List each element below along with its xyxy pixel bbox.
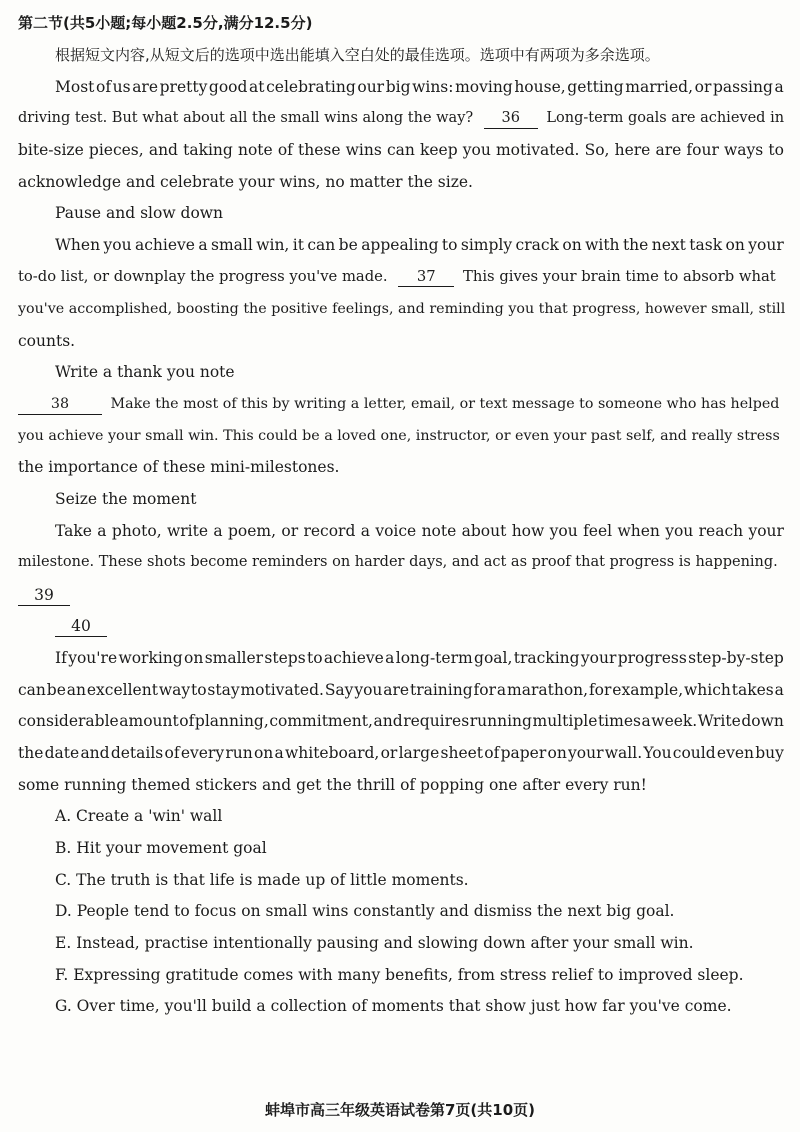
paragraph-line bbox=[18, 108, 784, 129]
section-heading: 第二节(共5小题;每小题2.5分,满分12.5分) bbox=[18, 14, 313, 32]
paragraph-text: Long-term goals are achieved in bbox=[546, 110, 785, 126]
subheading: Pause and slow down bbox=[55, 204, 224, 222]
paragraph-line: some running themed stickers and get the thrill of popping one after every run! bbox=[18, 776, 647, 794]
paragraph-line: counts. bbox=[18, 332, 76, 350]
answer-blank-36: 36 bbox=[484, 109, 538, 129]
paragraph-line: considerable amount of planning, commitment, and requires running multiple times a week. Write down bbox=[18, 712, 784, 730]
answer-blank-39: 39 bbox=[18, 586, 70, 606]
paragraph-line: you've accomplished, boosting the positive feelings, and reminding you that progress, however small, still bbox=[18, 301, 786, 317]
page-footer: 蚌埠市高三年级英语试卷第7页(共10页) bbox=[264, 1101, 536, 1119]
paragraph-line bbox=[55, 616, 784, 637]
paragraph-line: the date and details of every run on a whiteboard, or large sheet of paper on your wall. You could even buy bbox=[18, 744, 784, 762]
option-a: A. Create a 'win' wall bbox=[55, 807, 223, 825]
paragraph-line: If you're working on smaller steps to achieve a long-term goal, tracking your progress step-by-step bbox=[55, 649, 784, 667]
paragraph-line: When you achieve a small win, it can be appealing to simply crack on with the next task on your bbox=[55, 236, 784, 254]
option-e: E. Instead, practise intentionally pausing and slowing down after your small win. bbox=[55, 934, 694, 952]
paragraph-line bbox=[18, 267, 784, 287]
subheading: Seize the moment bbox=[55, 490, 197, 508]
paragraph-line: acknowledge and celebrate your wins, no matter the size. bbox=[18, 173, 473, 191]
paragraph-line: can be an excellent way to stay motivated. Say you are training for a marathon, for example, which takes a bbox=[18, 681, 784, 699]
answer-blank-40: 40 bbox=[55, 617, 107, 637]
answer-blank-37: 37 bbox=[398, 267, 454, 287]
paragraph-text: driving test. But what about all the small wins along the way? bbox=[18, 110, 474, 126]
paragraph-line: you achieve your small win. This could be a loved one, instructor, or even your past self, and really stress bbox=[18, 428, 780, 444]
paragraph-text: to-do list, or downplay the progress you've made. bbox=[18, 268, 388, 285]
paragraph-text: Make the most of this by writing a letter, email, or text message to someone who has helped bbox=[110, 396, 780, 412]
option-b: B. Hit your movement goal bbox=[55, 839, 267, 857]
paragraph-line bbox=[18, 585, 784, 606]
option-f: F. Expressing gratitude comes with many benefits, from stress relief to improved sleep. bbox=[55, 966, 744, 984]
option-c: C. The truth is that life is made up of little moments. bbox=[55, 871, 469, 889]
option-d: D. People tend to focus on small wins constantly and dismiss the next big goal. bbox=[55, 902, 675, 920]
option-g: G. Over time, you'll build a collection of moments that show just how far you've come. bbox=[55, 997, 732, 1015]
subheading: Write a thank you note bbox=[55, 363, 235, 381]
paragraph-line: Most of us are pretty good at celebrating our big wins: moving house, getting married, or passing a bbox=[55, 78, 784, 96]
answer-blank-38: 38 bbox=[18, 395, 102, 415]
paragraph-line bbox=[18, 394, 784, 415]
paragraph-text: This gives your brain time to absorb what bbox=[463, 268, 776, 285]
paragraph-line: the importance of these mini-milestones. bbox=[18, 458, 340, 476]
instruction-text: 根据短文内容,从短文后的选项中选出能填入空白处的最佳选项。选项中有两项为多余选项。 bbox=[55, 46, 660, 64]
paragraph-line: bite-size pieces, and taking note of these wins can keep you motivated. So, here are four ways to bbox=[18, 141, 784, 159]
paragraph-line: Take a photo, write a poem, or record a voice note about how you feel when you reach your bbox=[55, 522, 784, 540]
paragraph-line: milestone. These shots become reminders on harder days, and act as proof that progress is happening. bbox=[18, 554, 778, 570]
